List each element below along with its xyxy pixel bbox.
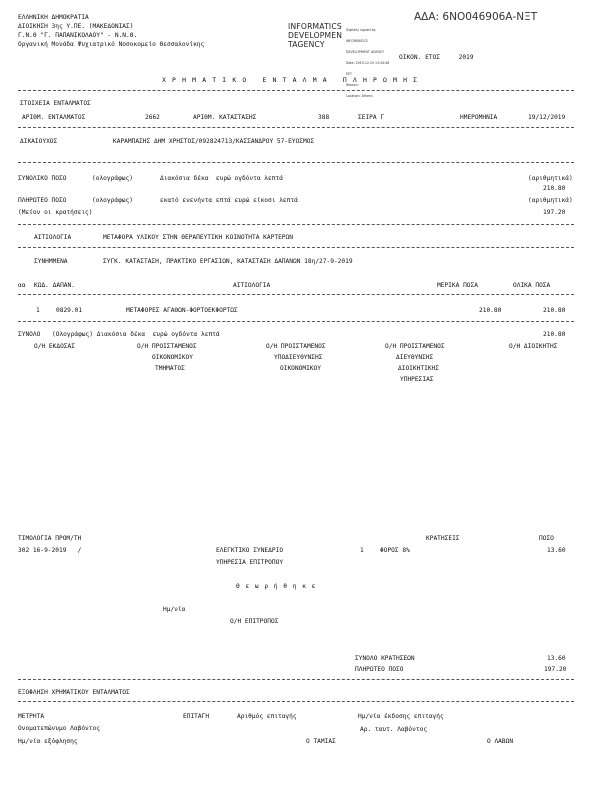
order-number-label: ΑΡΙΘΜ. ΕΝΤΑΛΜΑΤΟΣ — [22, 114, 86, 121]
ada-code: ΑΔΑ: 6ΝΟ046906Α-ΝΞΤ — [414, 11, 538, 23]
sig-1-line-1: Ο/Η ΕΚΔΟΣΑΣ — [34, 343, 75, 350]
stamp-fine-0: Digitally signed by — [346, 28, 376, 33]
divider — [18, 162, 574, 163]
settlement-title: ΕΞΟΦΛΗΣΗ ΧΡΗΜΑΤΙΚΟΥ ΕΝΤΑΛΜΑΤΟΣ — [18, 689, 130, 696]
divider — [18, 90, 574, 91]
stamp-fine-4: EET — [346, 72, 352, 77]
invoice-reference: 302 16-9-2019 / — [18, 547, 82, 554]
col-total-header: ΟΛΙΚΑ ΠΟΣΑ — [513, 282, 551, 289]
sum-words: (Ολογράφως) Διακόσια δέκα ευρώ ογδόντα λεπτά — [52, 331, 220, 338]
divider — [18, 701, 574, 702]
stamp-line-2: DEVELOPMEN — [288, 31, 343, 40]
sig-4-line-2: ΔΙΕΥΘΥΝΣΗΣ — [396, 354, 434, 361]
audit-court-line-1: ΕΛΕΓΚΤΙΚΟ ΣΥΝΕΔΡΙΟ — [216, 547, 284, 554]
stamp-fine-6: Location: Athens — [346, 94, 373, 99]
list-number-label: ΑΡΙΘΜ. ΚΑΤΑΣΤΑΣΗΣ — [193, 114, 257, 121]
divider — [18, 247, 574, 248]
col-code-header: ΚΩΔ. ΔΑΠΑΝ. — [34, 282, 75, 289]
numeric-label: (αριθμητικά) — [528, 175, 573, 182]
col-reason-header: ΑΙΤΙΟΛΟΓΙΑ — [233, 282, 271, 289]
order-date: 19/12/2019 — [528, 114, 566, 121]
col-aa-header: αα — [18, 282, 26, 289]
payable-amount-label: ΠΛΗΡΩΤΕΟ ΠΟΣΟ — [18, 197, 67, 204]
stamp-fine-3: Date: 2019.12.19 13:44:08 — [346, 61, 390, 66]
payment-date-label: Ημ/νία εξόφλησης — [18, 738, 78, 745]
sig-3-line-1: Ο/Η ΠΡΟΙΣΤΑΜΕΝΟΣ — [266, 343, 326, 350]
fiscal-year: ΟΙΚΟΝ. ΕΤΟΣ 2019 — [399, 54, 474, 61]
recipient-id-label: Αρ. ταυτ. Λαβόντος — [360, 726, 428, 733]
attachments-label: ΣΥΝΗΜΜΕΝΑ — [34, 258, 68, 265]
order-number: 2662 — [145, 114, 160, 121]
list-number: 388 — [318, 114, 330, 121]
audit-date-label: Ημ/νία — [163, 606, 186, 613]
document-title: ΧΡΗΜΑΤΙΚΟ ΕΝΤΑΛΜΑ ΠΛΗΡΩΜΗΣ — [162, 76, 424, 84]
recipient-name-label: Ονοματεπώνυμο Λαβόντος — [18, 725, 100, 732]
in-words-label: (ολογράφως) — [92, 175, 133, 182]
audit-court-line-2: ΥΠΗΡΕΣΙΑ ΕΠΙΤΡΟΠΟΥ — [216, 559, 284, 566]
sum-label: ΣΥΝΟΛΟ — [18, 331, 41, 338]
sig-3-line-3: ΟΙΚΟΝΟΜΙΚΟΥ — [280, 365, 321, 372]
total-payable-label: ΠΛΗΡΩΤΕΟ ΠΟΣΟ — [355, 666, 404, 673]
reason-value: ΜΕΤΑΦΟΡΑ ΥΛΙΚΟΥ ΣΤΗΝ ΘΕΡΑΠΕΥΤΙΚΗ ΚΟΙΝΟΤΗΤΑ ΚΑΡΤΕΡΩΝ — [103, 234, 293, 241]
commissioner-label: Ο/Η ΕΠΙΤΡΟΠΟΣ — [230, 618, 279, 625]
total-words: Διακόσια δέκα ευρώ ογδόντα λεπτά — [160, 175, 283, 182]
total-payable-value: 197.20 — [544, 666, 567, 673]
sum-value: 210.80 — [543, 331, 566, 338]
audit-seen: Θ ε ω ρ ή θ η κ ε — [236, 583, 317, 590]
deduction-amount: 13.60 — [547, 547, 566, 554]
sig-5-line-1: Ο/Η ΔΙΟΙΚΗΤΗΣ — [509, 343, 558, 350]
col-partial-header: ΜΕΡΙΚΑ ΠΟΣΑ — [437, 282, 478, 289]
divider — [18, 127, 574, 128]
issuer-line-2: ΔΙΟΙΚΗΣΗ 3ης Υ.ΠΕ. (ΜΑΚΕΔΟΝΙΑΣ) — [18, 23, 134, 30]
row-total: 210.80 — [543, 307, 566, 314]
deductions-note: (Μείον οι κρατήσεις) — [18, 209, 93, 216]
check-date-label: Ημ/νία έκδοσης επιταγής — [358, 713, 444, 720]
stamp-line-1: INFORMATICS — [288, 22, 342, 31]
reason-label: ΑΙΤΙΟΛΟΓΙΑ — [34, 234, 72, 241]
payable-in-words-label: (ολογράφως) — [92, 197, 133, 204]
receiver-label: Ο ΛΑΒΩΝ — [487, 738, 514, 745]
stamp-fine-1: INFORMATICS — [346, 39, 368, 44]
total-deductions-label: ΣΥΝΟΛΟ ΚΡΑΤΗΣΕΩΝ — [355, 655, 415, 662]
divider — [18, 679, 574, 680]
row-partial: 210.80 — [479, 307, 502, 314]
date-label: ΗΜΕΡΟΜΗΝΙΑ — [460, 114, 498, 121]
issuer-line-4: Οργανική Μονάδα Ψυχιατρικό Νοσοκομείο Θεσσαλονίκης — [18, 41, 205, 48]
invoice-header-label: ΤΙΜΟΛΟΓΙΑ ΠΡΟΜ/ΤΗ — [18, 535, 82, 542]
divider — [18, 321, 574, 322]
row-aa: 1 — [36, 307, 40, 314]
divider — [18, 294, 574, 295]
stamp-line-3: TAGENCY — [288, 40, 325, 49]
sig-2-line-2: ΟΙΚΟΝΟΜΙΚΟΥ — [152, 354, 193, 361]
divider — [18, 224, 574, 225]
sig-4-line-3: ΔΙΟΙΚΗΤΙΚΗΣ — [398, 365, 439, 372]
total-amount-label: ΣΥΝΟΛΙΚΟ ΠΟΣΟ — [18, 175, 67, 182]
issuer-line-3: Γ.Ν.Θ "Γ. ΠΑΠΑΝΙΚΟΛΑΟΥ" - Ν.Ν.Θ. — [18, 32, 138, 39]
cash-label: ΜΕΤΡΗΤΑ — [18, 713, 45, 720]
sig-2-line-3: ΤΜΗΜΑΤΟΣ — [155, 365, 185, 372]
row-code: 0829.01 — [56, 307, 83, 314]
deduction-number: 1 — [360, 547, 364, 554]
deductions-header-label: ΚΡΑΤΗΣΕΙΣ — [426, 535, 460, 542]
sig-3-line-2: ΥΠΟΔΙΕΥΘΥΝΣΗΣ — [274, 354, 323, 361]
attachments-value: ΣΥΓΚ. ΚΑΤΑΣΤΑΣΗ, ΠΡΑΚΤΙΚΟ ΕΡΓΑΣΙΩΝ, ΚΑΤΑΣΤΑΣΗ ΔΑΠΑΝΩΝ 18η/27-9-2019 — [103, 258, 353, 265]
payable-amount: 197.20 — [543, 209, 566, 216]
amount-header-label: ΠΟΣΟ — [539, 535, 554, 542]
beneficiary-value: ΚΑΡΑΜΠΑΣΗΣ ΔΗΜ ΧΡΗΣΤΟΣ/092824713/ΚΑΣΣΑΝΔΡΟΥ 57-ΕΥΟΣΜΟΣ — [113, 138, 315, 145]
total-deductions-value: 13.60 — [547, 655, 566, 662]
payable-numeric-label: (αριθμητικά) — [528, 197, 573, 204]
sig-4-line-4: ΥΠΗΡΕΣΙΑΣ — [400, 376, 434, 383]
row-reason: ΜΕΤΑΦΟΡΕΣ ΑΓΑΘΩΝ-ΦΟΡΤΟΕΚΦΟΡΤΩΣ — [126, 307, 238, 314]
beneficiary-label: ΔΙΚΑΙΟΥΧΟΣ — [20, 138, 58, 145]
sig-4-line-1: Ο/Η ΠΡΟΙΣΤΑΜΕΝΟΣ — [385, 343, 445, 350]
series-label: ΣΕΙΡΑ Γ — [358, 114, 385, 121]
issuer-line-1: ΕΛΛΗΝΙΚΗ ΔΗΜΟΚΡΑΤΙΑ — [18, 14, 89, 21]
deduction-name: ΦΟΡΟΣ 8% — [380, 547, 410, 554]
check-number-label: Αριθμός επιταγής — [237, 713, 297, 720]
payable-words: εκατό ενενήντα επτά ευρώ είκοσι λεπτά — [160, 197, 298, 204]
sig-2-line-1: Ο/Η ΠΡΟΙΣΤΑΜΕΝΟΣ — [137, 343, 197, 350]
stamp-fine-5: Reason: — [346, 83, 359, 88]
check-label: ΕΠΙΤΑΓΗ — [183, 713, 210, 720]
stamp-fine-2: DEVELOPMENT AGENCY — [346, 50, 384, 55]
order-section-label: ΣΤΟΙΧΕΙΑ ΕΝΤΑΛΜΑΤΟΣ — [20, 100, 91, 107]
cashier-label: Ο ΤΑΜΙΑΣ — [306, 738, 336, 745]
total-amount: 210.80 — [543, 185, 566, 192]
